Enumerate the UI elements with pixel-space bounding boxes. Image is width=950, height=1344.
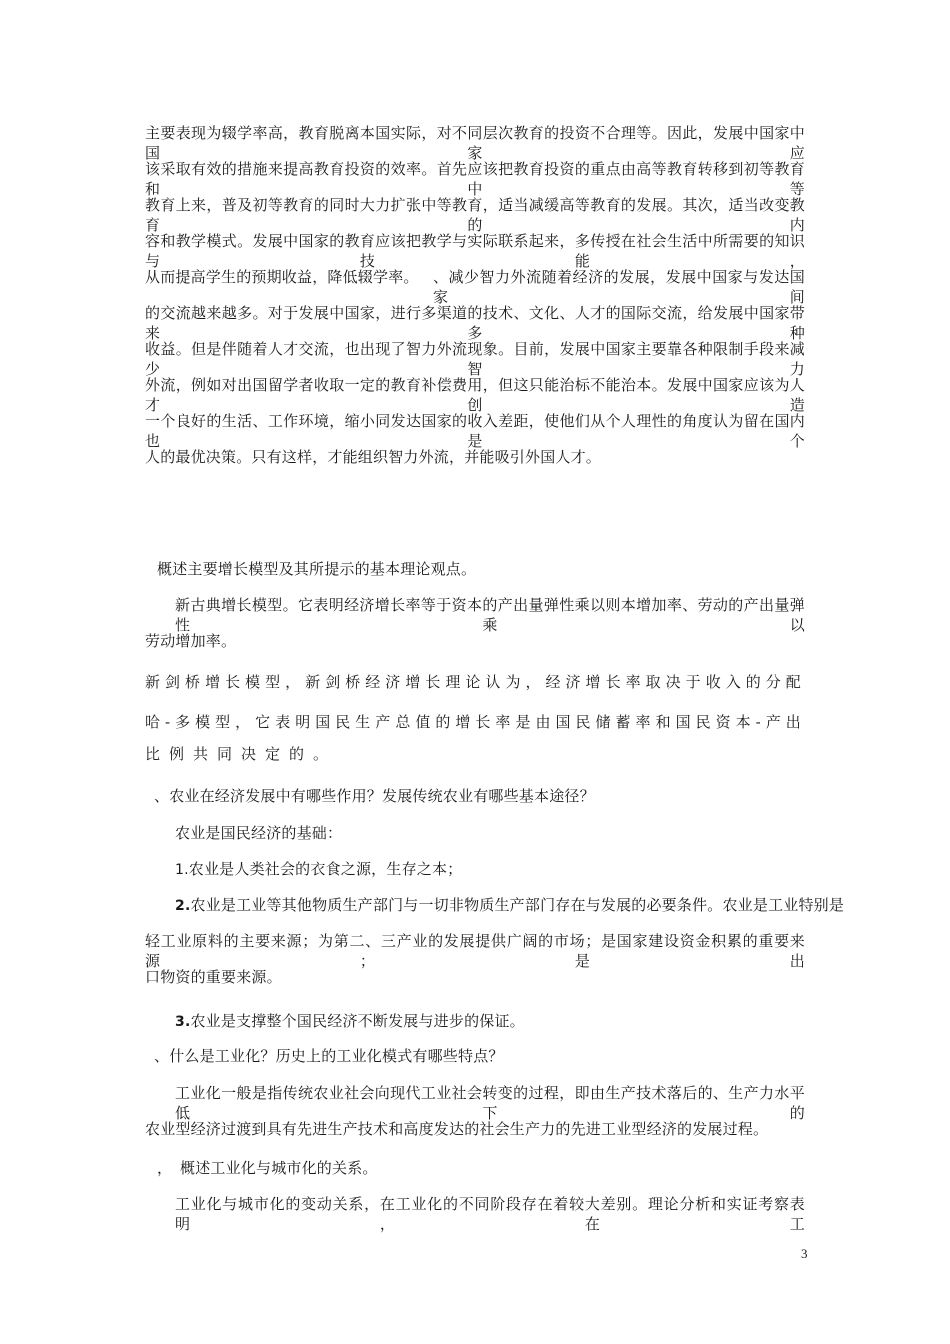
paragraph-line: 比例共同决定的。 — [145, 745, 338, 763]
paragraph-line: 口物资的重要来源。 — [145, 968, 282, 986]
paragraph-line: 主要表现为辍学率高，教育脱离本国实际，对不同层次教育的投资不合理等。因此，发展中国家中国家应 — [145, 124, 805, 162]
paragraph-line: 人的最优决策。只有这样，才能组织智力外流，并能吸引外国人才。 — [145, 448, 602, 466]
paragraph-line: 教育上来，普及初等教育的同时大力扩张中等教育，适当减缓高等教育的发展。其次，适当改变教育的内 — [145, 196, 805, 234]
paragraph-line: 一个良好的生活、工作环境，缩小同发达国家的收入差距，使他们从个人理性的角度认为留在国内也是个 — [145, 412, 805, 450]
list-text: 农业是人类社会的衣食之源，生存之本； — [188, 860, 463, 878]
paragraph-line: 收益。但是伴随着人才交流，也出现了智力外流现象。目前，发展中国家主要靠各种限制手段来减少智力 — [145, 340, 805, 378]
paragraph-line: 工业化与城市化的变动关系，在工业化的不同阶段存在着较大差别。理论分析和实证考察表明，在工 — [175, 1195, 805, 1233]
list-item — [175, 895, 845, 916]
question-prefix: ， — [157, 1159, 173, 1177]
paragraph-line: 哈-多模型，它表明国民生产总值的增长率是由国民储蓄率和国民资本-产出 — [145, 713, 801, 731]
question-heading: 概述主要增长模型及其所提示的基本理论观点。 — [157, 560, 477, 578]
list-item — [175, 859, 462, 880]
list-text: 农业是支撑整个国民经济不断发展与进步的保证。 — [190, 1012, 525, 1030]
list-number: 2. — [175, 898, 191, 914]
paragraph-line: 的交流越来越多。对于发展中国家，进行多渠道的技术、文化、人才的国际交流，给发展中国家带来多种 — [145, 304, 805, 342]
paragraph-line: 新古典增长模型。它表明经济增长率等于资本的产出量弹性乘以则本增加率、劳动的产出量弹性乘以 — [175, 596, 805, 634]
paragraph-line: 劳动增加率。 — [145, 632, 237, 650]
list-number: 1. — [175, 862, 189, 878]
question-heading: 概述工业化与城市化的关系。 — [180, 1159, 378, 1177]
paragraph-line: 工业化一般是指传统农业社会向现代工业社会转变的过程，即由生产技术落后的、生产力水平低下的 — [175, 1084, 805, 1122]
list-item — [175, 1011, 525, 1032]
list-text: 农业是工业等其他物质生产部门与一切非物质生产部门存在与发展的必要条件。农业是工业特别是 — [190, 896, 845, 914]
question-heading: 、农业在经济发展中有哪些作用？发展传统农业有哪些基本途径？ — [154, 787, 595, 805]
paragraph-line: 该采取有效的措施来提高教育投资的效率。首先应该把教育投资的重点由高等教育转移到初等教育和中等 — [145, 160, 805, 198]
page-number: 3 — [801, 1246, 808, 1261]
paragraph-line: 新剑桥增长模型，新剑桥经济增长理论认为，经济增长率取决于收入的分配 — [145, 673, 801, 691]
paragraph-line: 农业型经济过渡到具有先进生产技术和高度发达的社会生产力的先进工业型经济的发展过程。 — [145, 1120, 769, 1138]
question-heading: 、什么是工业化？历史上的工业化模式有哪些特点？ — [154, 1047, 504, 1065]
paragraph-line: 外流，例如对出国留学者收取一定的教育补偿费用，但这只能治标不能治本。发展中国家应该为人才创造 — [145, 376, 805, 414]
list-number: 3. — [175, 1014, 191, 1030]
paragraph-line: 农业是国民经济的基础： — [175, 824, 343, 842]
paragraph-line: 轻工业原料的主要来源；为第二、三产业的发展提供广阔的市场；是国家建设资金积累的重要来源；是出 — [145, 932, 805, 970]
paragraph-line: 从而提高学生的预期收益，降低辍学率。 — [145, 268, 419, 286]
paragraph-line: 、减少智力外流随着经济的发展，发展中国家与发达国家间 — [433, 268, 805, 306]
paragraph-line: 容和教学模式。发展中国家的教育应该把教学与实际联系起来，多传授在社会生活中所需要的知识与技能， — [145, 232, 805, 270]
